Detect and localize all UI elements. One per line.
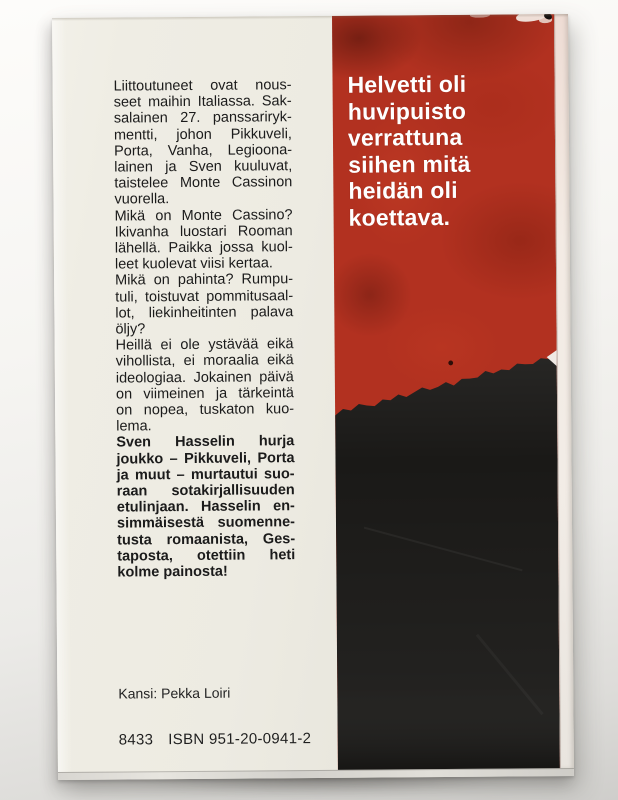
blurb-line: Mikä on pahinta? Rumpu- <box>115 271 294 289</box>
print-code: 8433 <box>118 731 154 749</box>
blurb-line: Ikivanha luostari Rooman <box>114 222 293 241</box>
blurb-line: joukko – Pikkuveli, Porta <box>116 449 295 468</box>
blurb-line: taposta, otettiin heti <box>117 547 296 565</box>
blurb-panel <box>52 16 338 773</box>
blurb-line: etulinjaan. Hasselin en- <box>116 498 295 516</box>
cover-designer-credit: Kansi: Pekka Loiri <box>118 684 231 702</box>
blurb-line: ja muut – murtautui suo- <box>116 466 295 484</box>
blurb-paragraph <box>115 272 294 338</box>
blurb-line: seet maihin Italiassa. Sak- <box>113 93 292 111</box>
blurb-line: lainen ja Sven kuuluvat, <box>114 158 293 176</box>
isbn-line <box>119 730 312 749</box>
dust-jacket <box>52 14 574 773</box>
tagline-line: huvipuisto <box>347 97 467 125</box>
artwork-panel <box>332 14 560 771</box>
tagline-line: verrattuna <box>347 123 463 151</box>
blurb-line: simmäisestä suomenne- <box>116 514 296 533</box>
blurb-paragraph <box>116 434 295 581</box>
blurb-line: ideologiaa. Jokainen päivä <box>115 368 294 387</box>
blurb-line: lähellä. Paikka jossa kuol- <box>114 239 293 257</box>
blurb-paragraph <box>113 77 292 208</box>
blurb-line: tuli, toistuvat pommitusaal- <box>115 287 294 306</box>
blurb-line: Mikä on Monte Cassino? <box>114 206 293 225</box>
blurb-paragraph <box>116 336 295 435</box>
tagline-line: siihen mitä <box>348 150 471 178</box>
blurb-line: tusta romaanista, Ges- <box>117 530 296 549</box>
blurb-line: on nopea, tuskaton kuo- <box>116 401 295 419</box>
blurb <box>113 77 295 581</box>
blurb-line: Sven Hasselin hurja <box>116 433 295 452</box>
blurb-line: taistelee Monte Cassinon <box>114 174 293 192</box>
ink-speck <box>448 360 453 365</box>
blurb-line: Heillä ei ole ystävää eikä <box>115 336 294 354</box>
blurb-line: vihollista, ei moraalia eikä <box>115 352 294 371</box>
blurb-line: leet kuolevat viisi kertaa. <box>114 255 273 273</box>
blurb-line: lot, liekinheitinten palava <box>115 303 294 322</box>
blurb-line: Liittoutuneet ovat nous- <box>113 77 292 95</box>
blurb-line: öljy? <box>115 321 146 338</box>
book-back-cover <box>52 14 574 780</box>
blurb-line: lema. <box>116 418 152 435</box>
blurb-line: Porta, Vanha, Legioona- <box>114 141 293 160</box>
tagline-line: koettava. <box>348 203 451 231</box>
tagline <box>347 70 548 231</box>
isbn-number: ISBN 951-20-0941-2 <box>168 730 312 749</box>
tagline-line: heidän oli <box>348 176 458 204</box>
blurb-line: salainen 27. panssariryk- <box>113 109 292 127</box>
tagline-line: Helvetti oli <box>347 70 467 98</box>
blurb-line: kolme painosta! <box>117 563 228 581</box>
blurb-paragraph <box>115 207 294 273</box>
blurb-line: raan sotakirjallisuuden <box>116 482 295 500</box>
blurb-line: mentti, johon Pikkuveli, <box>113 125 292 144</box>
blurb-line: vuorella. <box>114 191 170 208</box>
blurb-line: on viimeinen ja tärkeintä <box>115 385 295 403</box>
mountain-sheen <box>335 356 560 771</box>
